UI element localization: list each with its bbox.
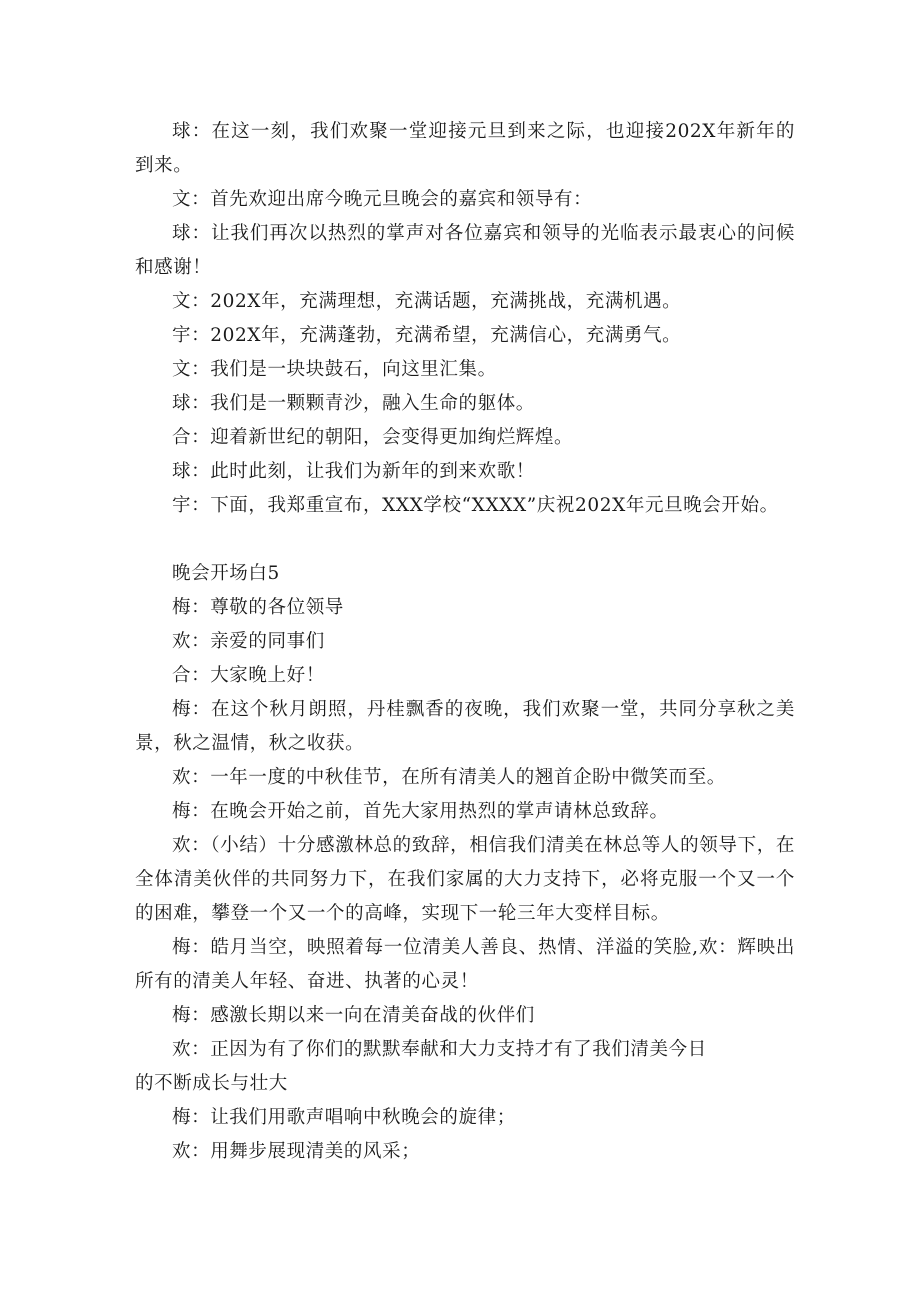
dialogue-line: 欢：正因为有了你们的默默奉献和大力支持才有了我们清美今日 [172, 1039, 707, 1060]
dialogue-line: 球：让我们再次以热烈的掌声对各位嘉宾和领导的光临表示最衷心的问候和感谢！ [135, 223, 795, 278]
dialogue-line: 合：大家晚上好！ [172, 665, 325, 686]
dialogue-line: 球：此时此刻，让我们为新年的到来欢歌！ [172, 461, 535, 482]
dialogue-line: 欢：用舞步展现清美的风采； [172, 1141, 421, 1162]
dialogue-line: 梅：皓月当空，映照着每一位清美人善良、热情、洋溢的笑脸,欢：辉映出所有的清美人年轻、奋进、执著的心灵！ [135, 937, 795, 992]
dialogue-line: 合：迎着新世纪的朝阳，会变得更加绚烂辉煌。 [172, 427, 574, 448]
dialogue-line: 文：首先欢迎出席今晚元旦晚会的嘉宾和领导有： [172, 189, 593, 210]
dialogue-line: 梅：感激长期以来一向在清美奋战的伙伴们 [172, 1005, 535, 1026]
dialogue-line: 文：我们是一块块鼓石，向这里汇集。 [172, 359, 497, 380]
dialogue-line: 球：我们是一颗颗青沙，融入生命的躯体。 [172, 393, 535, 414]
dialogue-line: 梅：让我们用歌声唱响中秋晚会的旋律； [172, 1107, 516, 1128]
dialogue-line: 宇：下面，我郑重宣布，XXX学校“XXXX”庆祝202X年元旦晚会开始。 [172, 495, 779, 516]
dialogue-line: 梅：尊敬的各位领导 [172, 597, 344, 618]
dialogue-line: 欢：一年一度的中秋佳节，在所有清美人的翘首企盼中微笑而至。 [172, 767, 726, 788]
dialogue-line: 球：在这一刻，我们欢聚一堂迎接元旦到来之际，也迎接202X年新年的到来。 [135, 121, 795, 176]
dialogue-line: 文：202X年，充满理想，充满话题，充满挑战，充满机遇。 [172, 291, 682, 312]
dialogue-line: 梅：在这个秋月朗照，丹桂飘香的夜晚，我们欢聚一堂，共同分享秋之美景，秋之温情，秋之收获。 [135, 699, 795, 754]
section-heading: 晚会开场白5 [172, 563, 280, 584]
dialogue-line: 宇：202X年，充满蓬勃，充满希望，充满信心，充满勇气。 [172, 325, 682, 346]
dialogue-line: 梅：在晚会开始之前，首先大家用热烈的掌声请林总致辞。 [172, 801, 669, 822]
dialogue-line: 欢：亲爱的同事们 [172, 631, 325, 652]
dialogue-line: 欢：（小结）十分感激林总的致辞，相信我们清美在林总等人的领导下，在全体清美伙伴的共同努力下，在我们家属的大力支持下，必将克服一个又一个的困难，攀登一个又一个的高峰，实现下一轮三年大变样目标。 [135, 835, 795, 924]
dialogue-line-continuation: 的不断成长与壮大 [135, 1073, 288, 1094]
